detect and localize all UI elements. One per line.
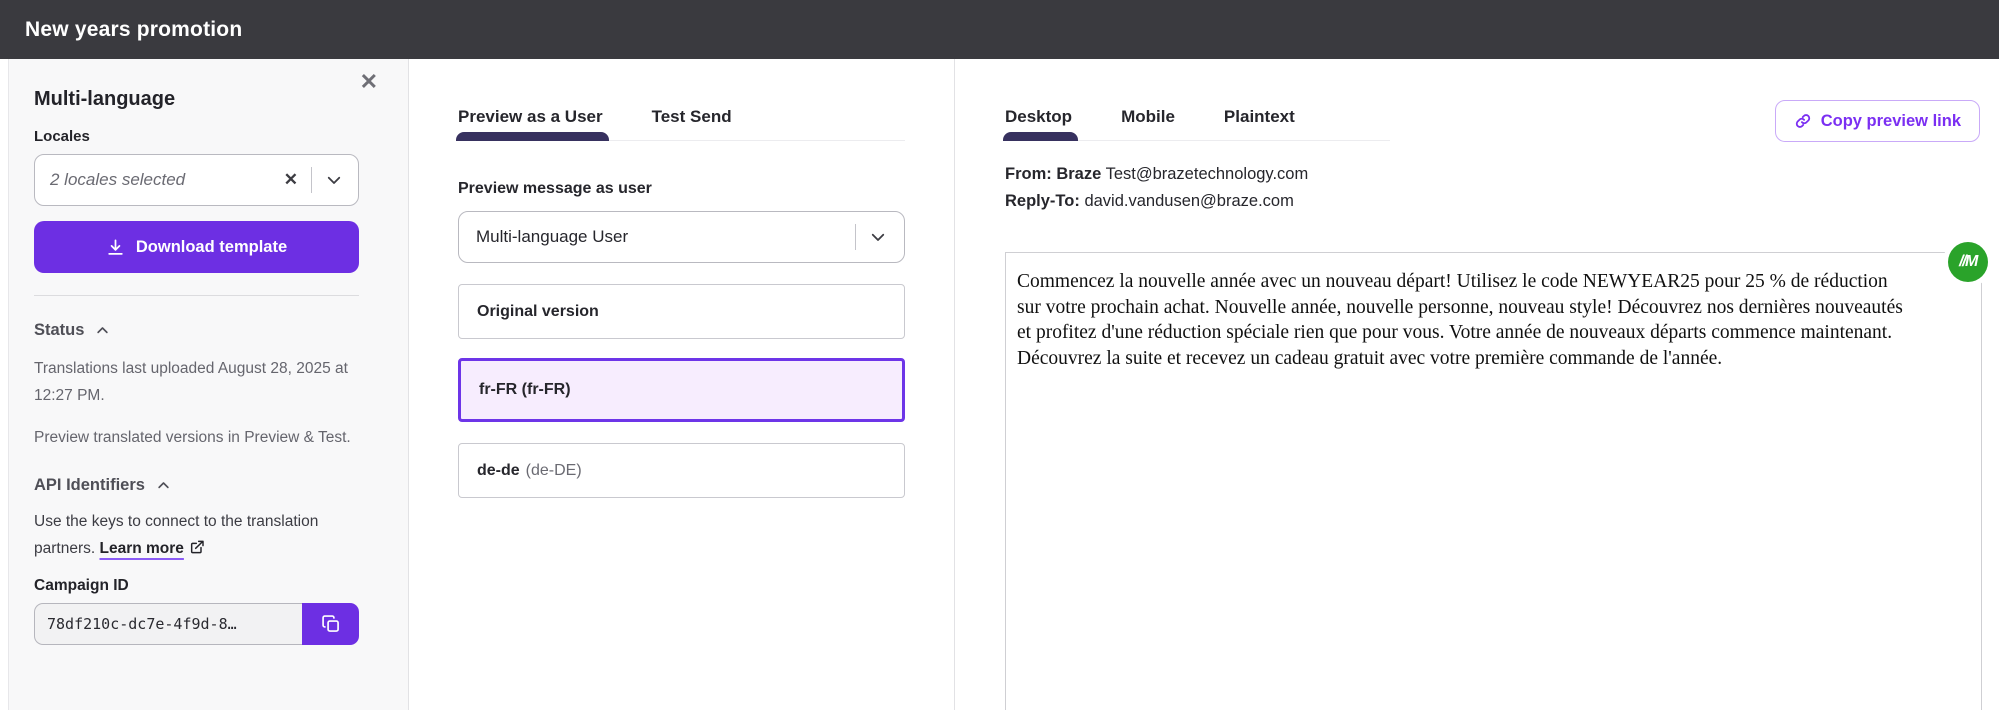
tab-plaintext[interactable]: Plaintext <box>1223 107 1295 126</box>
input-divider <box>855 224 856 250</box>
chevron-up-icon[interactable] <box>95 323 110 338</box>
external-link-icon <box>189 539 205 555</box>
campaign-title: New years promotion <box>25 17 243 41</box>
status-heading: Status <box>34 321 85 339</box>
translations-status-text: Translations last uploaded August 28, 2025 at 12:27 PM. <box>34 360 348 404</box>
learn-more-link[interactable]: Learn more <box>99 540 184 557</box>
app-body <box>0 59 1999 710</box>
preview-hint-text: Preview translated versions in Preview & Test. <box>34 429 351 446</box>
locales-multiselect[interactable] <box>34 154 359 206</box>
replyto-line <box>1005 188 1999 215</box>
version-card-original[interactable] <box>458 284 905 339</box>
api-identifiers-heading: API Identifiers <box>34 476 145 494</box>
from-label: From: Braze <box>1005 165 1102 183</box>
tab-test-send[interactable]: Test Send <box>651 107 732 126</box>
email-body-text: Commencez la nouvelle année avec un nouveau départ! Utilisez le code NEWYEAR25 pour 25 % de réduction sur votre prochain achat. Nouvelle année, nouvelle personne, nouveau style! Découvrez nos dernières nouveautés et profitez d'une réduction spéciale rien que pour vous. Votre année de nouveaux départs commence maintenant. Découvrez la suite et recevez un cadeau gratuit avec votre première commande de l'année. <box>1017 271 1903 369</box>
tab-mobile[interactable]: Mobile <box>1121 107 1175 126</box>
top-bar <box>0 0 1999 59</box>
download-template-label: Download template <box>135 237 288 256</box>
locales-selected-text: 2 locales selected <box>50 170 186 189</box>
clear-selection-icon[interactable]: ✕ <box>283 170 298 189</box>
copy-icon <box>321 614 341 634</box>
replyto-address: david.vandusen@braze.com <box>1084 192 1294 210</box>
version-card-de-de[interactable] <box>458 443 905 498</box>
version-sublabel: (de-DE) <box>525 461 582 479</box>
multi-language-panel <box>8 59 409 710</box>
campaign-id-label: Campaign ID <box>34 577 129 594</box>
translation-partner-badge-icon[interactable]: //M <box>1948 242 1988 282</box>
download-template-button[interactable] <box>34 221 359 273</box>
locales-label: Locales <box>34 128 90 145</box>
api-keys-description <box>34 508 359 562</box>
link-icon <box>1794 112 1812 130</box>
device-tabs <box>1005 107 1390 141</box>
chevron-up-icon[interactable] <box>156 478 171 493</box>
status-section-header[interactable] <box>34 321 359 340</box>
replyto-label: Reply-To: <box>1005 192 1080 210</box>
copy-campaign-id-button[interactable] <box>302 603 359 645</box>
from-address: Test@brazetechnology.com <box>1105 165 1309 183</box>
campaign-id-value[interactable]: 78df210c-dc7e-4f9d-8… <box>34 603 302 645</box>
chevron-down-icon[interactable] <box>325 171 343 189</box>
preview-user-label: Preview message as user <box>458 180 652 197</box>
preview-tabs <box>458 107 905 141</box>
version-label: fr-FR (fr-FR) <box>479 381 571 398</box>
copy-preview-link-label: Copy preview link <box>1820 111 1961 130</box>
close-icon[interactable]: ✕ <box>359 69 378 94</box>
campaign-id-field-group <box>34 603 359 645</box>
section-divider <box>34 295 359 296</box>
api-identifiers-section-header[interactable] <box>34 476 359 495</box>
sidebar-column <box>0 59 409 710</box>
input-divider <box>311 167 312 193</box>
version-label: Original version <box>477 302 599 320</box>
preview-user-value: Multi-language User <box>476 227 629 246</box>
email-headers <box>1005 161 1999 215</box>
message-preview-panel <box>955 59 1999 710</box>
download-icon <box>106 238 125 257</box>
email-content-frame <box>1005 252 1982 710</box>
preview-panel <box>409 59 955 710</box>
version-label: de-de <box>477 461 520 479</box>
panel-title: Multi-language <box>34 88 176 110</box>
api-keys-description-text: Use the keys to connect to the translation partners. <box>34 513 319 557</box>
from-line <box>1005 161 1999 188</box>
tab-desktop[interactable]: Desktop <box>1005 107 1072 140</box>
version-card-fr-fr[interactable] <box>458 358 905 422</box>
chevron-down-icon[interactable] <box>869 228 887 246</box>
preview-user-select[interactable] <box>458 211 905 263</box>
copy-preview-link-button[interactable] <box>1775 100 1980 142</box>
tab-preview-as-user[interactable]: Preview as a User <box>458 107 603 140</box>
